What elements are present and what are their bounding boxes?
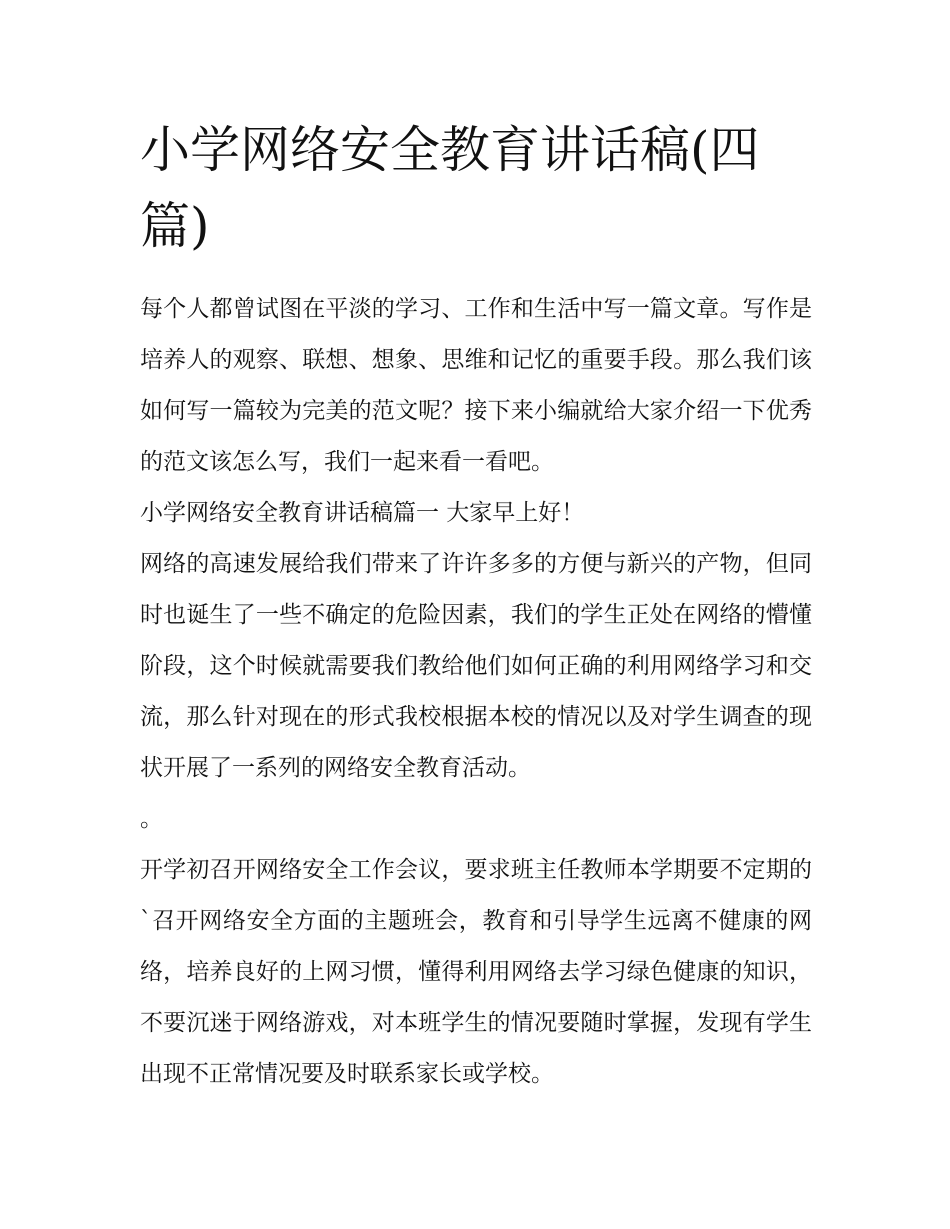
document-body <box>140 284 812 1100</box>
paragraph-intro: 每个人都曾试图在平淡的学习、工作和生活中写一篇文章。写作是培养人的观察、联想、想象、思维和记忆的重要手段。那么我们该如何写一篇较为完美的范文呢？接下来小编就给大家介绍一下优秀的范文该怎么写，我们一起来看一看吧。 <box>140 296 812 475</box>
paragraph-separator: 。 <box>140 806 163 832</box>
document-page <box>140 112 812 1100</box>
paragraph-safety-meeting: 开学初召开网络安全工作会议，要求班主任教师本学期要不定期的`召开网络安全方面的主题班会，教育和引导学生远离不健康的网络，培养良好的上网习惯，懂得利用网络去学习绿色健康的知识，不要沉迷于网络游戏，对本班学生的情况要随时掌握，发现有学生出现不正常情况要及时联系家长或学校。 <box>140 857 812 1087</box>
paragraph-network-development: 网络的高速发展给我们带来了许许多多的方便与新兴的产物，但同时也诞生了一些不确定的危险因素，我们的学生正处在网络的懵懂阶段，这个时候就需要我们教给他们如何正确的利用网络学习和交流，那么针对现在的形式我校根据本校的情况以及对学生调查的现状开展了一系列的网络安全教育活动。 <box>140 551 812 781</box>
document-title: 小学网络安全教育讲话稿(四篇) <box>140 121 760 255</box>
paragraph-section-heading: 小学网络安全教育讲话稿篇一 大家早上好！ <box>140 500 585 526</box>
